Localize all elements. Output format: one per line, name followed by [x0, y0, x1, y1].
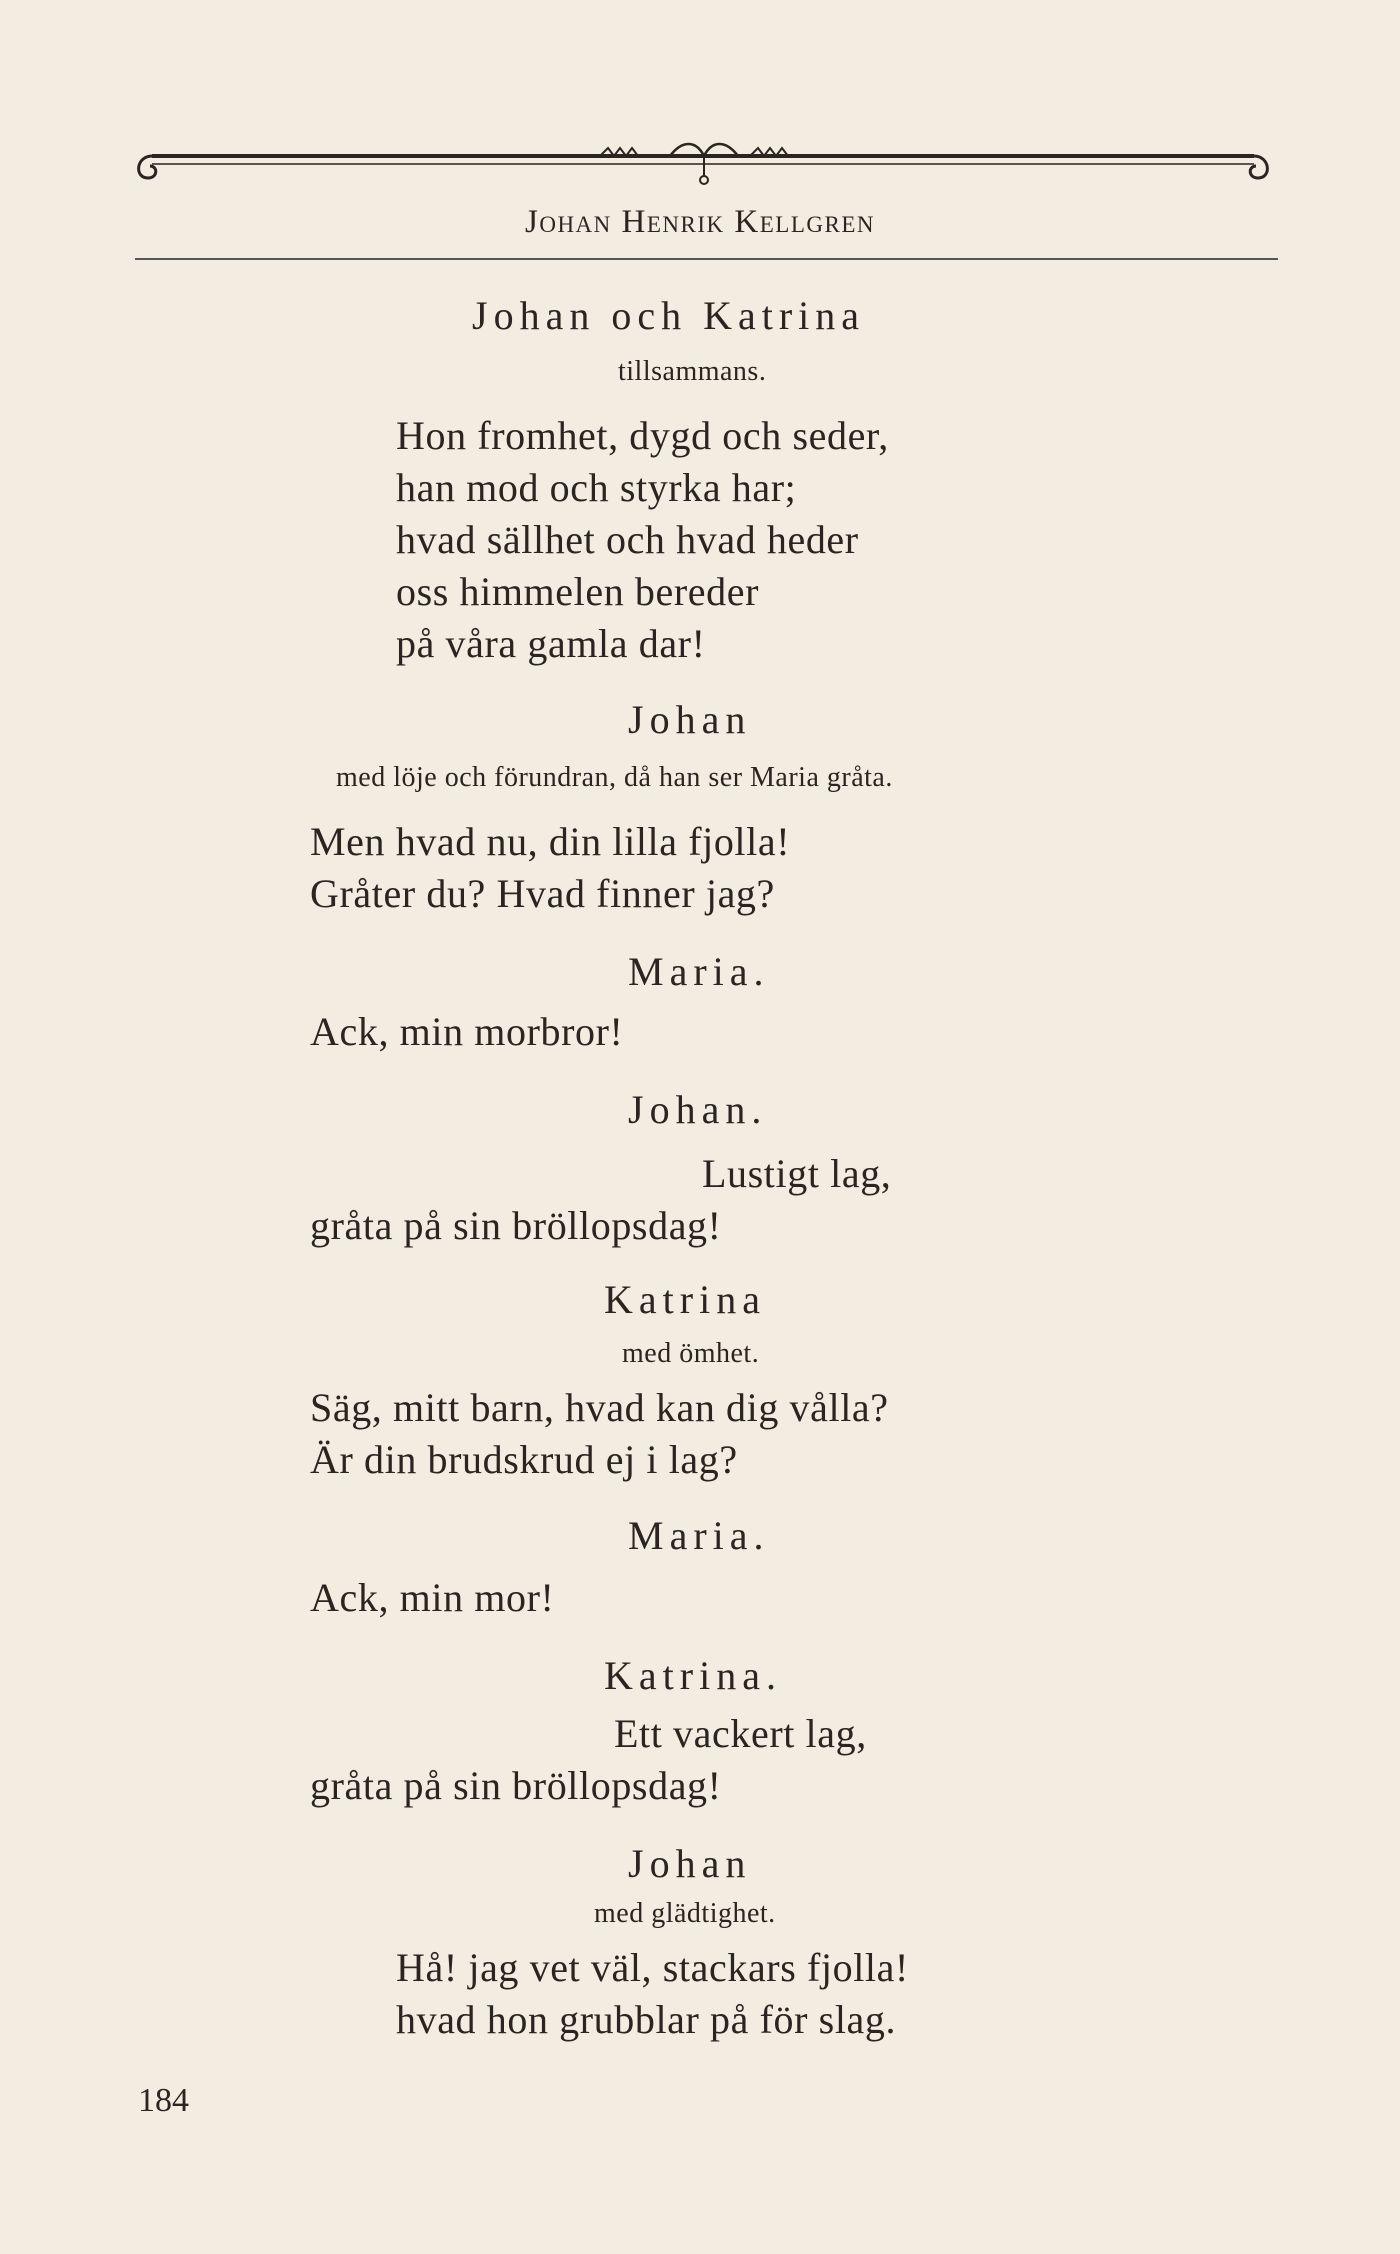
- header-ornament: [130, 138, 1278, 194]
- speaker: Katrina: [604, 1277, 766, 1322]
- verse-line: gråta på sin bröllopsdag!: [310, 1203, 722, 1248]
- verse-line: Hon fromhet, dygd och seder,: [396, 413, 889, 458]
- verse-line: Säg, mitt barn, hvad kan dig vålla?: [310, 1385, 889, 1430]
- verse-line: Men hvad nu, din lilla fjolla!: [310, 819, 791, 864]
- stage-direction: med glädtighet.: [594, 1898, 776, 1929]
- speaker: Maria.: [628, 1513, 770, 1558]
- speaker: Johan: [628, 697, 752, 742]
- verse-line: hvad hon grubblar på för slag.: [396, 1997, 897, 2042]
- verse-line: hvad sällhet och hvad heder: [396, 517, 859, 562]
- verse-line: Gråter du? Hvad finner jag?: [310, 871, 775, 916]
- speaker: Katrina.: [604, 1653, 782, 1698]
- verse-line: gråta på sin bröllopsdag!: [310, 1763, 722, 1808]
- speaker: Johan: [628, 1841, 752, 1886]
- speaker: Johan.: [628, 1087, 768, 1132]
- stage-direction: med ömhet.: [622, 1338, 760, 1369]
- verse-line: Ack, min morbror!: [310, 1009, 624, 1054]
- verse-line: Lustigt lag,: [702, 1151, 892, 1196]
- verse-line: på våra gamla dar!: [396, 621, 706, 666]
- speaker: Maria.: [628, 949, 770, 994]
- verse-line: han mod och styrka har;: [396, 465, 797, 510]
- verse-line: Ack, min mor!: [310, 1575, 555, 1620]
- running-head: Johan Henrik Kellgren: [525, 204, 875, 240]
- speaker: Johan och Katrina: [472, 293, 866, 338]
- page-number: 184: [138, 2082, 189, 2119]
- stage-direction: med löje och förundran, då han ser Maria gråta.: [336, 762, 893, 793]
- verse-line: Ett vackert lag,: [614, 1711, 867, 1756]
- header-rule: [135, 258, 1278, 260]
- verse-line: Hå! jag vet väl, stackars fjolla!: [396, 1945, 909, 1990]
- verse-line: Är din brudskrud ej i lag?: [310, 1437, 738, 1482]
- stage-direction: tillsammans.: [618, 356, 767, 387]
- verse-line: oss himmelen bereder: [396, 569, 759, 614]
